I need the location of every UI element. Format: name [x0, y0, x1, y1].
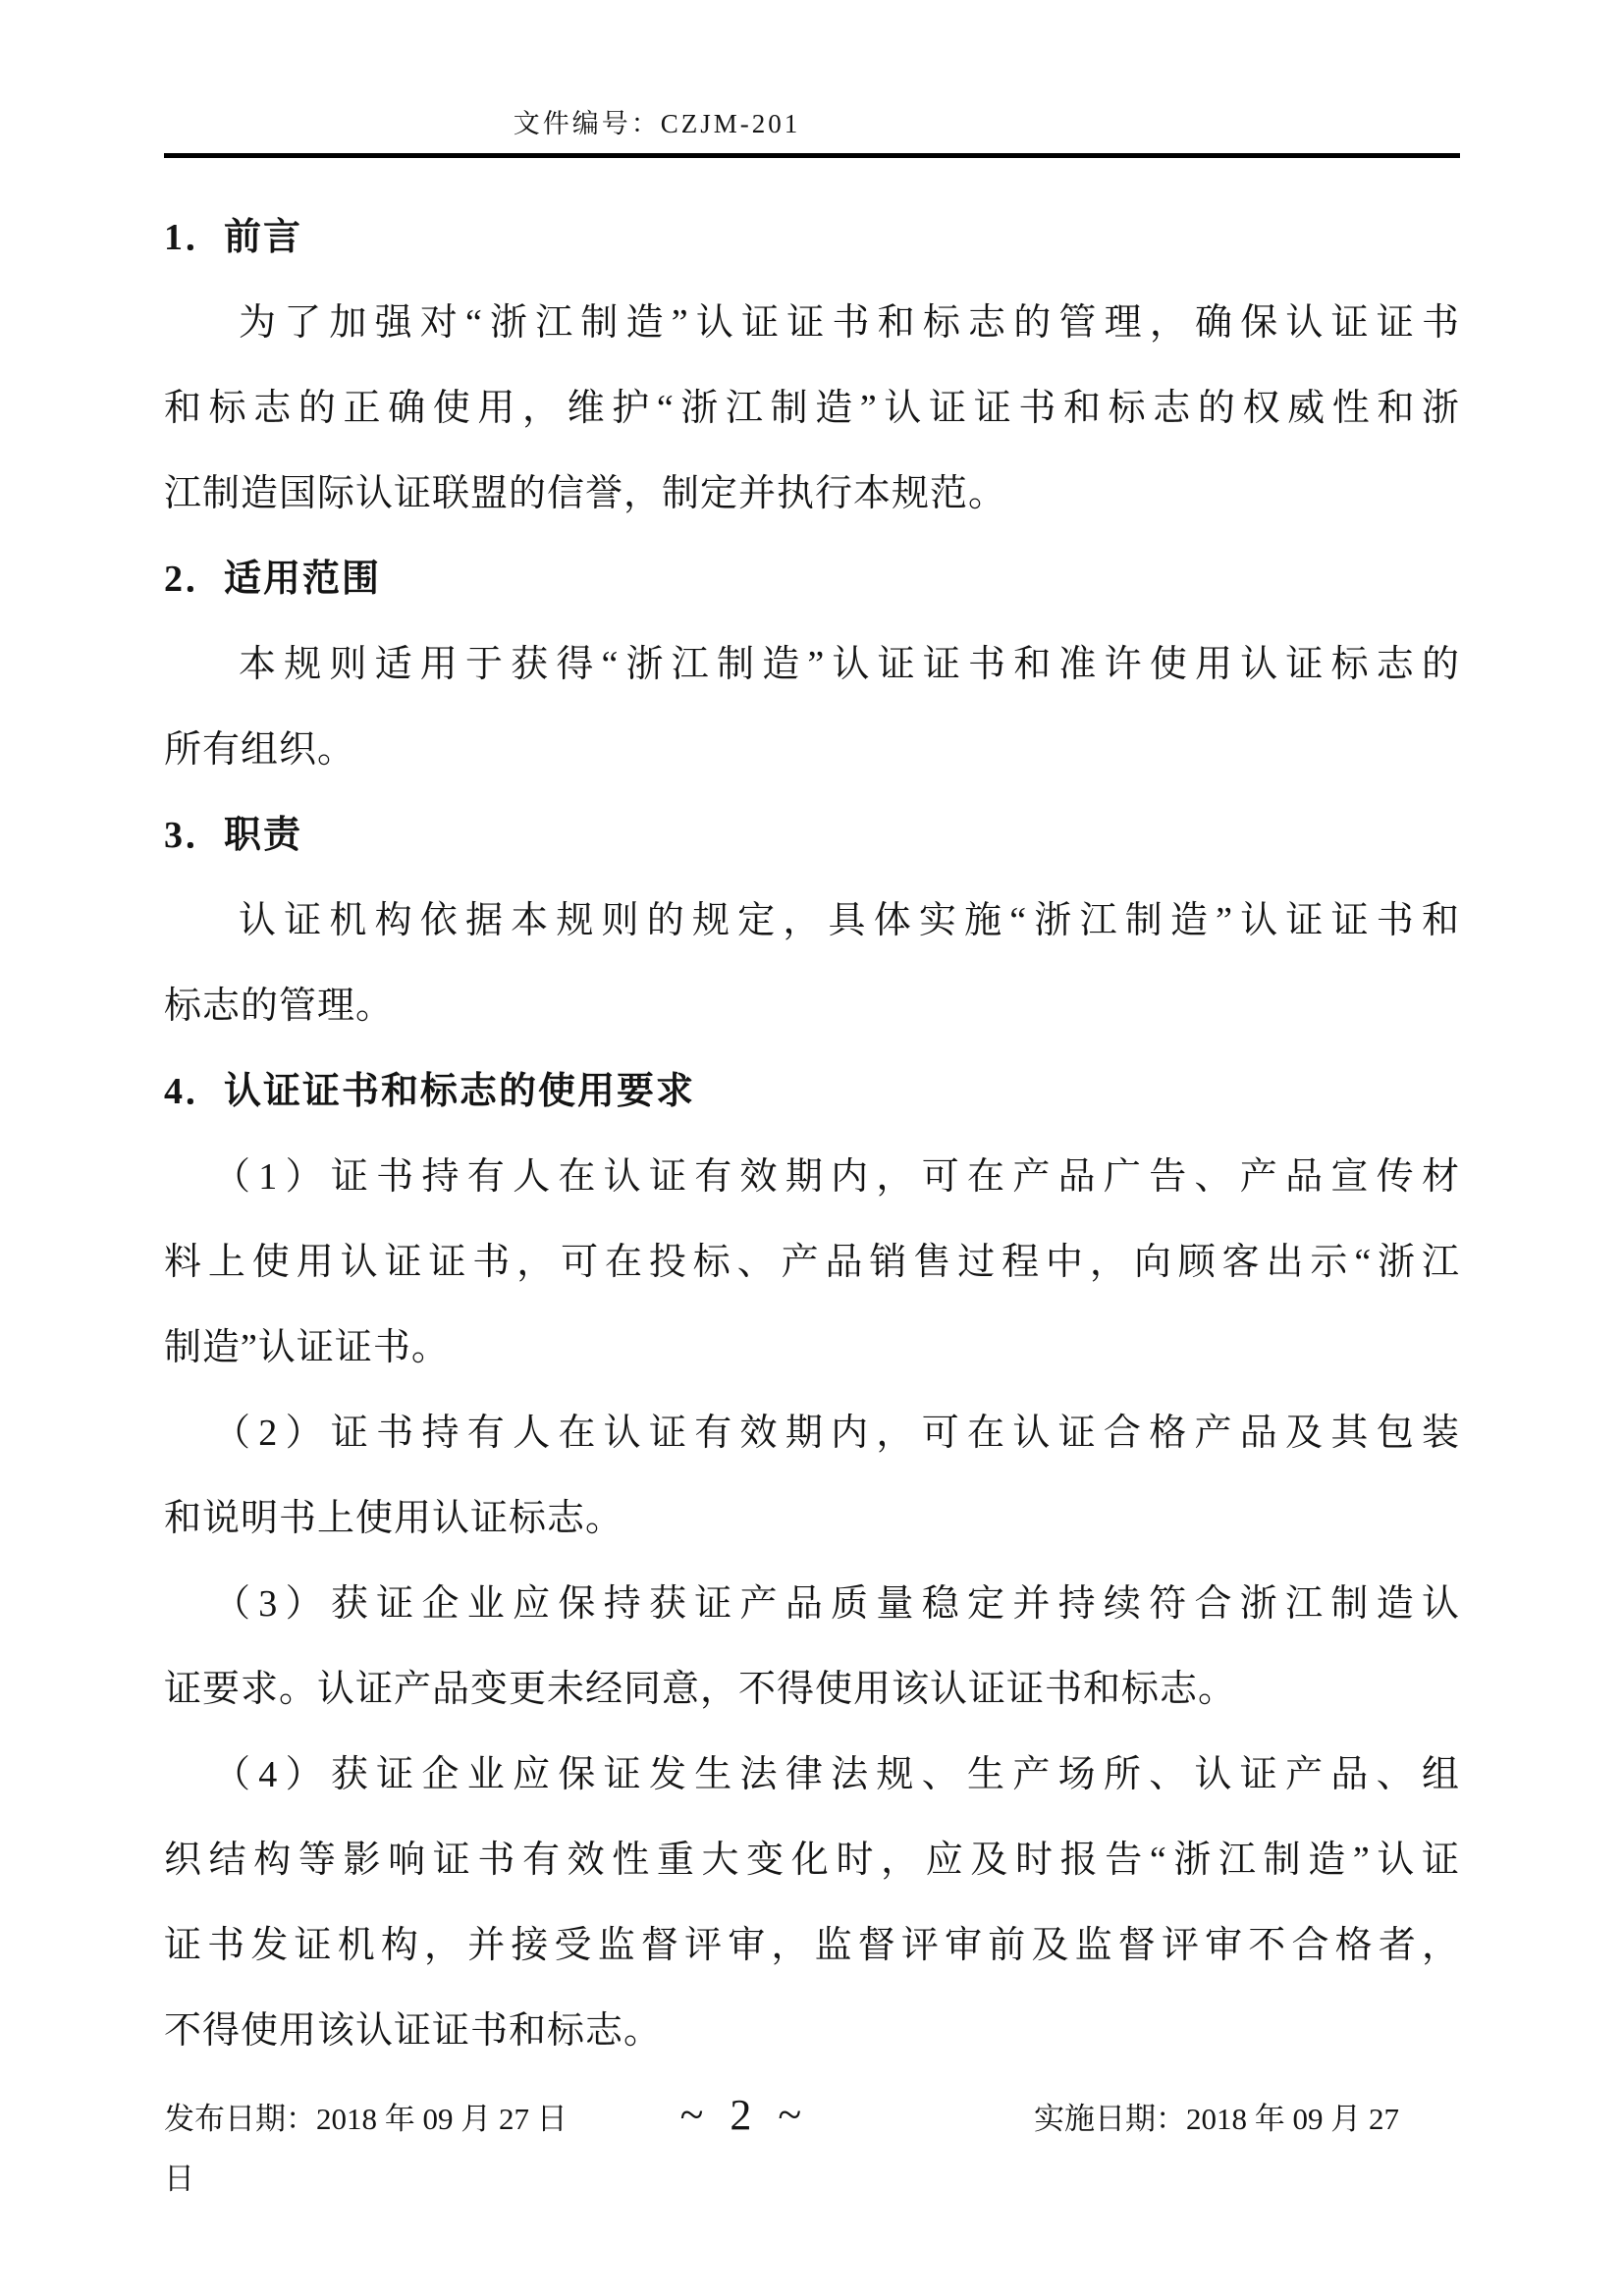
paragraph-line: 江制造国际认证联盟的信誉，制定并执行本规范。 — [164, 473, 1007, 514]
paragraph-line: 制造”认证证书。 — [164, 1327, 450, 1368]
footer-row — [164, 2090, 1460, 2140]
section-heading: 3．职责 — [164, 815, 303, 856]
implement-date-wrap: 日 — [164, 2162, 194, 2196]
page-footer — [164, 2090, 1460, 2198]
header-rule — [164, 153, 1460, 158]
release-date: 发布日期：2018 年 09 月 27 日 — [164, 2102, 568, 2136]
paragraph-line: 证要求。认证产品变更未经同意，不得使用该认证证书和标志。 — [164, 1669, 1237, 1710]
paragraph-line: （1）证书持有人在认证有效期内，可在产品广告、产品宣传材 — [213, 1156, 1460, 1198]
paragraph-line: 为了加强对“浙江制造”认证证书和标志的管理，确保认证证书 — [239, 302, 1460, 344]
doc-number: 文件编号：CZJM-201 — [513, 109, 801, 138]
paragraph-line: 不得使用该认证证书和标志。 — [164, 2010, 663, 2052]
paragraph-line: 所有组织。 — [164, 729, 356, 771]
paragraph-line: 认证机构依据本规则的规定，具体实施“浙江制造”认证证书和 — [239, 900, 1460, 941]
section-heading: 4．认证证书和标志的使用要求 — [164, 1071, 696, 1112]
paragraph-line: 和说明书上使用认证标志。 — [164, 1498, 624, 1539]
paragraph-line: 本规则适用于获得“浙江制造”认证证书和准许使用认证标志的 — [239, 644, 1460, 685]
page-number: ~ 2 ~ — [679, 2091, 810, 2139]
section-heading: 1．前言 — [164, 217, 303, 258]
page-header — [164, 0, 1460, 158]
paragraph-line: 标志的管理。 — [164, 986, 395, 1027]
paragraph-line: 证书发证机构，并接受监督评审，监督评审前及监督评审不合格者， — [164, 1925, 1460, 1966]
paragraph-line: （2）证书持有人在认证有效期内，可在认证合格产品及其包装 — [213, 1413, 1460, 1454]
paragraph-line: （4）获证企业应保证发生法律法规、生产场所、认证产品、组 — [213, 1754, 1460, 1795]
paragraph-line: 料上使用认证证书，可在投标、产品销售过程中，向顾客出示“浙江 — [164, 1242, 1460, 1283]
section-heading: 2．适用范围 — [164, 559, 382, 600]
paragraph-line: （3）获证企业应保持获证产品质量稳定并持续符合浙江制造认 — [213, 1583, 1460, 1625]
document-body — [164, 195, 1460, 2074]
paragraph-line: 织结构等影响证书有效性重大变化时，应及时报告“浙江制造”认证 — [164, 1840, 1460, 1881]
implement-date: 实施日期：2018 年 09 月 27 — [1033, 2102, 1399, 2136]
paragraph-line: 和标志的正确使用，维护“浙江制造”认证证书和标志的权威性和浙 — [164, 388, 1460, 429]
